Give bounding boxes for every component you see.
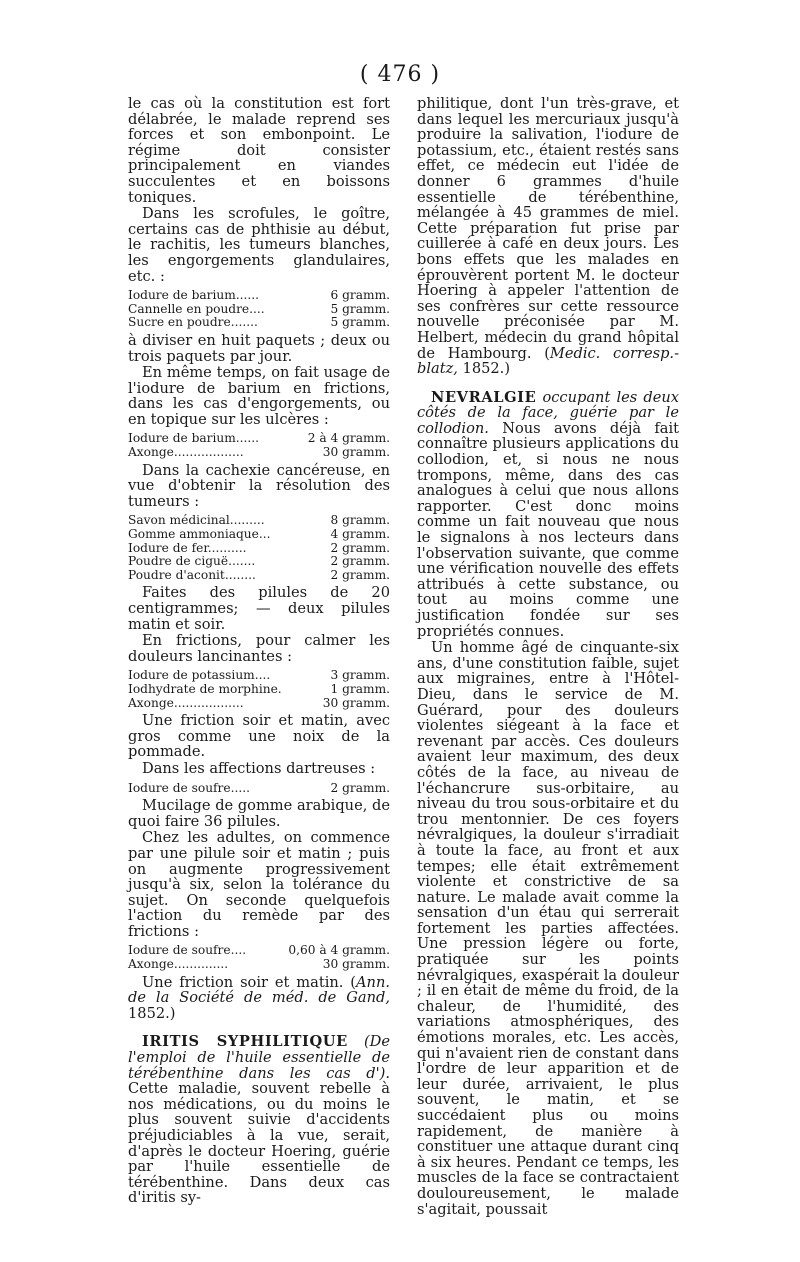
prescription-row: [128, 683, 390, 697]
prescription-row: [128, 569, 390, 583]
dose: 2 à 4 gramm.: [307, 431, 390, 446]
article-text: Nous avons déjà fait connaître plusieurs applications du collodion, et, si nous ne nous trompons, même, dans des cas analogues à celui que nous allons rapporter. C'est donc moins comme un fait nouveau que nous le signalons à nos lecteurs dans l'observation suivante, que comme une vérification nouvelle des effets attribués à cette substance, ou tout au moins comme une justification fondée sur ses propriétés connues.: [417, 419, 679, 640]
paragraph: En frictions, pour calmer les douleurs lancinantes :: [128, 632, 390, 665]
paragraph: le cas où la constitution est fort délabrée, le malade reprend ses forces et son embonpoint. Le régime doit consister principalement en viandes succulentes et en boissons toniques.: [128, 95, 390, 206]
paragraph: Dans les affections dartreuses :: [142, 759, 376, 777]
dose: 1 gramm.: [330, 681, 390, 696]
article-title: (De l'emploi de l'huile essentielle de térébenthine dans les cas d').: [128, 1033, 391, 1082]
ingredient: Iodure de fer..........: [128, 540, 247, 555]
prescription-row: [128, 958, 390, 972]
citation: Ann. de la Société de méd. de Gand,: [128, 973, 390, 1007]
ingredient: Iodhydrate de morphine.: [128, 681, 282, 696]
prescription-row: [128, 528, 390, 542]
right-column: [417, 96, 679, 1218]
article-title: occupant les deux côtés de la face, guérie par le collodion.: [417, 388, 679, 437]
paragraph: [417, 96, 679, 377]
dose: 30 gramm.: [322, 445, 390, 460]
left-column: [128, 96, 390, 1207]
dose: 30 gramm.: [322, 695, 390, 710]
ingredient: Iodure de barium......: [128, 431, 260, 446]
dose: 5 gramm.: [330, 315, 390, 330]
ingredient: Axonge..................: [128, 445, 244, 460]
prescription-row: [128, 446, 390, 460]
prescription-list: [128, 782, 390, 796]
paragraph: En même temps, on fait usage de l'iodure de barium en frictions, dans les cas d'engorgements, ou en topique sur les ulcères :: [128, 364, 390, 428]
paragraph: Dans la cachexie cancéreuse, en vue d'obtenir la résolution des tumeurs :: [128, 461, 390, 510]
citation: Medic. corresp.-blatz,: [417, 344, 679, 378]
ingredient: Axonge..................: [128, 695, 244, 710]
prescription-list: [128, 944, 390, 971]
paragraph: Une friction soir et matin, avec gros comme une noix de la pommade.: [128, 712, 390, 761]
dose: 3 gramm.: [330, 668, 390, 683]
prescription-row: [128, 316, 390, 330]
paragraph: Chez les adultes, on commence par une pilule soir et matin ; puis on augmente progressivement jusqu'à six, selon la tolérance du sujet. On seconde quelquefois l'action du remède par des frictions :: [128, 829, 390, 940]
paragraph: Faites des pilules de 20 centigrammes; — deux pilules matin et soir.: [128, 584, 390, 633]
paragraph: à diviser en huit paquets ; deux ou trois paquets par jour.: [128, 331, 390, 365]
prescription-row: [128, 303, 390, 317]
ingredient: Poudre d'aconit........: [128, 567, 256, 582]
dose: 30 gramm.: [322, 957, 390, 972]
prescription-row: [128, 542, 390, 556]
dose: 8 gramm.: [330, 513, 390, 528]
prescription-list: [128, 514, 390, 582]
paragraph: Mucilage de gomme arabique, de quoi faire 36 pilules.: [128, 797, 390, 830]
page-number: ( 476 ): [359, 62, 441, 87]
prescription-list: [128, 289, 390, 330]
ingredient: Iodure de barium......: [128, 288, 260, 303]
dose: 2 gramm.: [330, 554, 390, 569]
ingredient: Cannelle en poudre....: [128, 301, 265, 316]
prescription-row: [128, 697, 390, 711]
prescription-row: [128, 782, 390, 796]
article-nevralgie: [417, 390, 679, 640]
dose: 6 gramm.: [330, 288, 390, 303]
paragraph: Un homme âgé de cinquante-six ans, d'une constitution faible, sujet aux migraines, entre à l'Hôtel-Dieu, dans le service de M. Guérard, pour des douleurs violentes siégeant à la face et revenant par accès. Ces douleurs avaient leur maximum, des deux côtés de la face, au niveau de l'échancrure sus-orbitaire, au niveau du trou sous-orbitaire et du trou mentonnier. De ces foyers névralgiques, la douleur s'irradiait à toute la face, au front et aux tempes; elle était extrêmement violente et constrictive de sa nature. Le malade avait comme la sensation d'un étau qui serrerait fortement les parties affectées. Une pression légère ou forte, pratiquée sur les points névralgiques, exaspérait la douleur ; il en était de même du froid, de la chaleur, de l'humidité, des variations atmosphériques, des émotions morales, etc. Les accès, qui n'avaient rien de constant dans l'ordre de leur apparition et de leur durée, arrivaient, le plus souvent, le matin, et se succédaient plus ou moins rapidement, de manière à constituer une attaque durant cinq à six heures. Pendant ce temps, les muscles de la face se contractaient douloureusement, le malade s'agitait, poussait: [417, 639, 679, 1218]
dose: 2 gramm.: [330, 780, 390, 795]
ingredient: Savon médicinal.........: [128, 513, 265, 528]
dose: 0,60 à 4 gramm.: [288, 943, 390, 958]
dose: 5 gramm.: [330, 301, 390, 316]
text-run: Une friction soir et matin. (: [142, 973, 357, 991]
ingredient: Iodure de soufre....: [128, 943, 247, 958]
paragraph: [128, 975, 390, 1022]
article-text: Cette maladie, souvent rebelle à nos médications, ou du moins le plus souvent suivie d'accidents préjudiciables à la vue, serait, d'après le docteur Hoering, guérie par l'huile essentielle de térébenthine. Dans deux cas d'iritis sy-: [128, 1080, 390, 1207]
ingredient: Iodure de soufre.....: [128, 780, 250, 795]
ingredient: Iodure de potassium....: [128, 668, 271, 683]
prescription-row: [128, 669, 390, 683]
article-heading: NEVRALGIE: [431, 388, 537, 406]
text-run: philitique, dont l'un très-grave, et dans lequel les mercuriaux jusqu'à produire la salivation, l'iodure de potassium, etc., étaient restés sans effet, ce médecin eut l'idée de donner 6 grammes d'huile essentielle de térébenthine, mélangée à 45 grammes de miel. Cette préparation fut prise par cuillerée à café en deux jours. Les bons effets que les malades en éprouvèrent portent M. le docteur Hoering à appeler l'attention de ses confrères sur cette ressource nouvelle préconisée par M. Helbert, médecin du grand hôpital de Hambourg. (: [417, 95, 679, 362]
ingredient: Gomme ammoniaque...: [128, 527, 271, 542]
dose: 2 gramm.: [330, 540, 390, 555]
prescription-list: [128, 669, 390, 710]
prescription-row: [128, 944, 390, 958]
text-run: 1852.): [128, 1004, 176, 1022]
prescription-row: [128, 555, 390, 569]
prescription-row: [128, 432, 390, 446]
ingredient: Sucre en poudre.......: [128, 315, 258, 330]
article-iritis: [128, 1034, 390, 1206]
dose: 2 gramm.: [330, 567, 390, 582]
prescription-list: [128, 432, 390, 459]
text-run: 1852.): [457, 360, 511, 378]
ingredient: Axonge..............: [128, 957, 229, 972]
prescription-row: [128, 289, 390, 303]
prescription-row: [128, 514, 390, 528]
paragraph: Dans les scrofules, le goître, certains cas de phthisie au début, le rachitis, les tumeurs blanches, les engorgements glandulaires, etc. :: [128, 205, 390, 285]
article-heading: IRITIS SYPHILITIQUE: [142, 1033, 348, 1051]
dose: 4 gramm.: [330, 527, 390, 542]
ingredient: Poudre de ciguë.......: [128, 554, 256, 569]
